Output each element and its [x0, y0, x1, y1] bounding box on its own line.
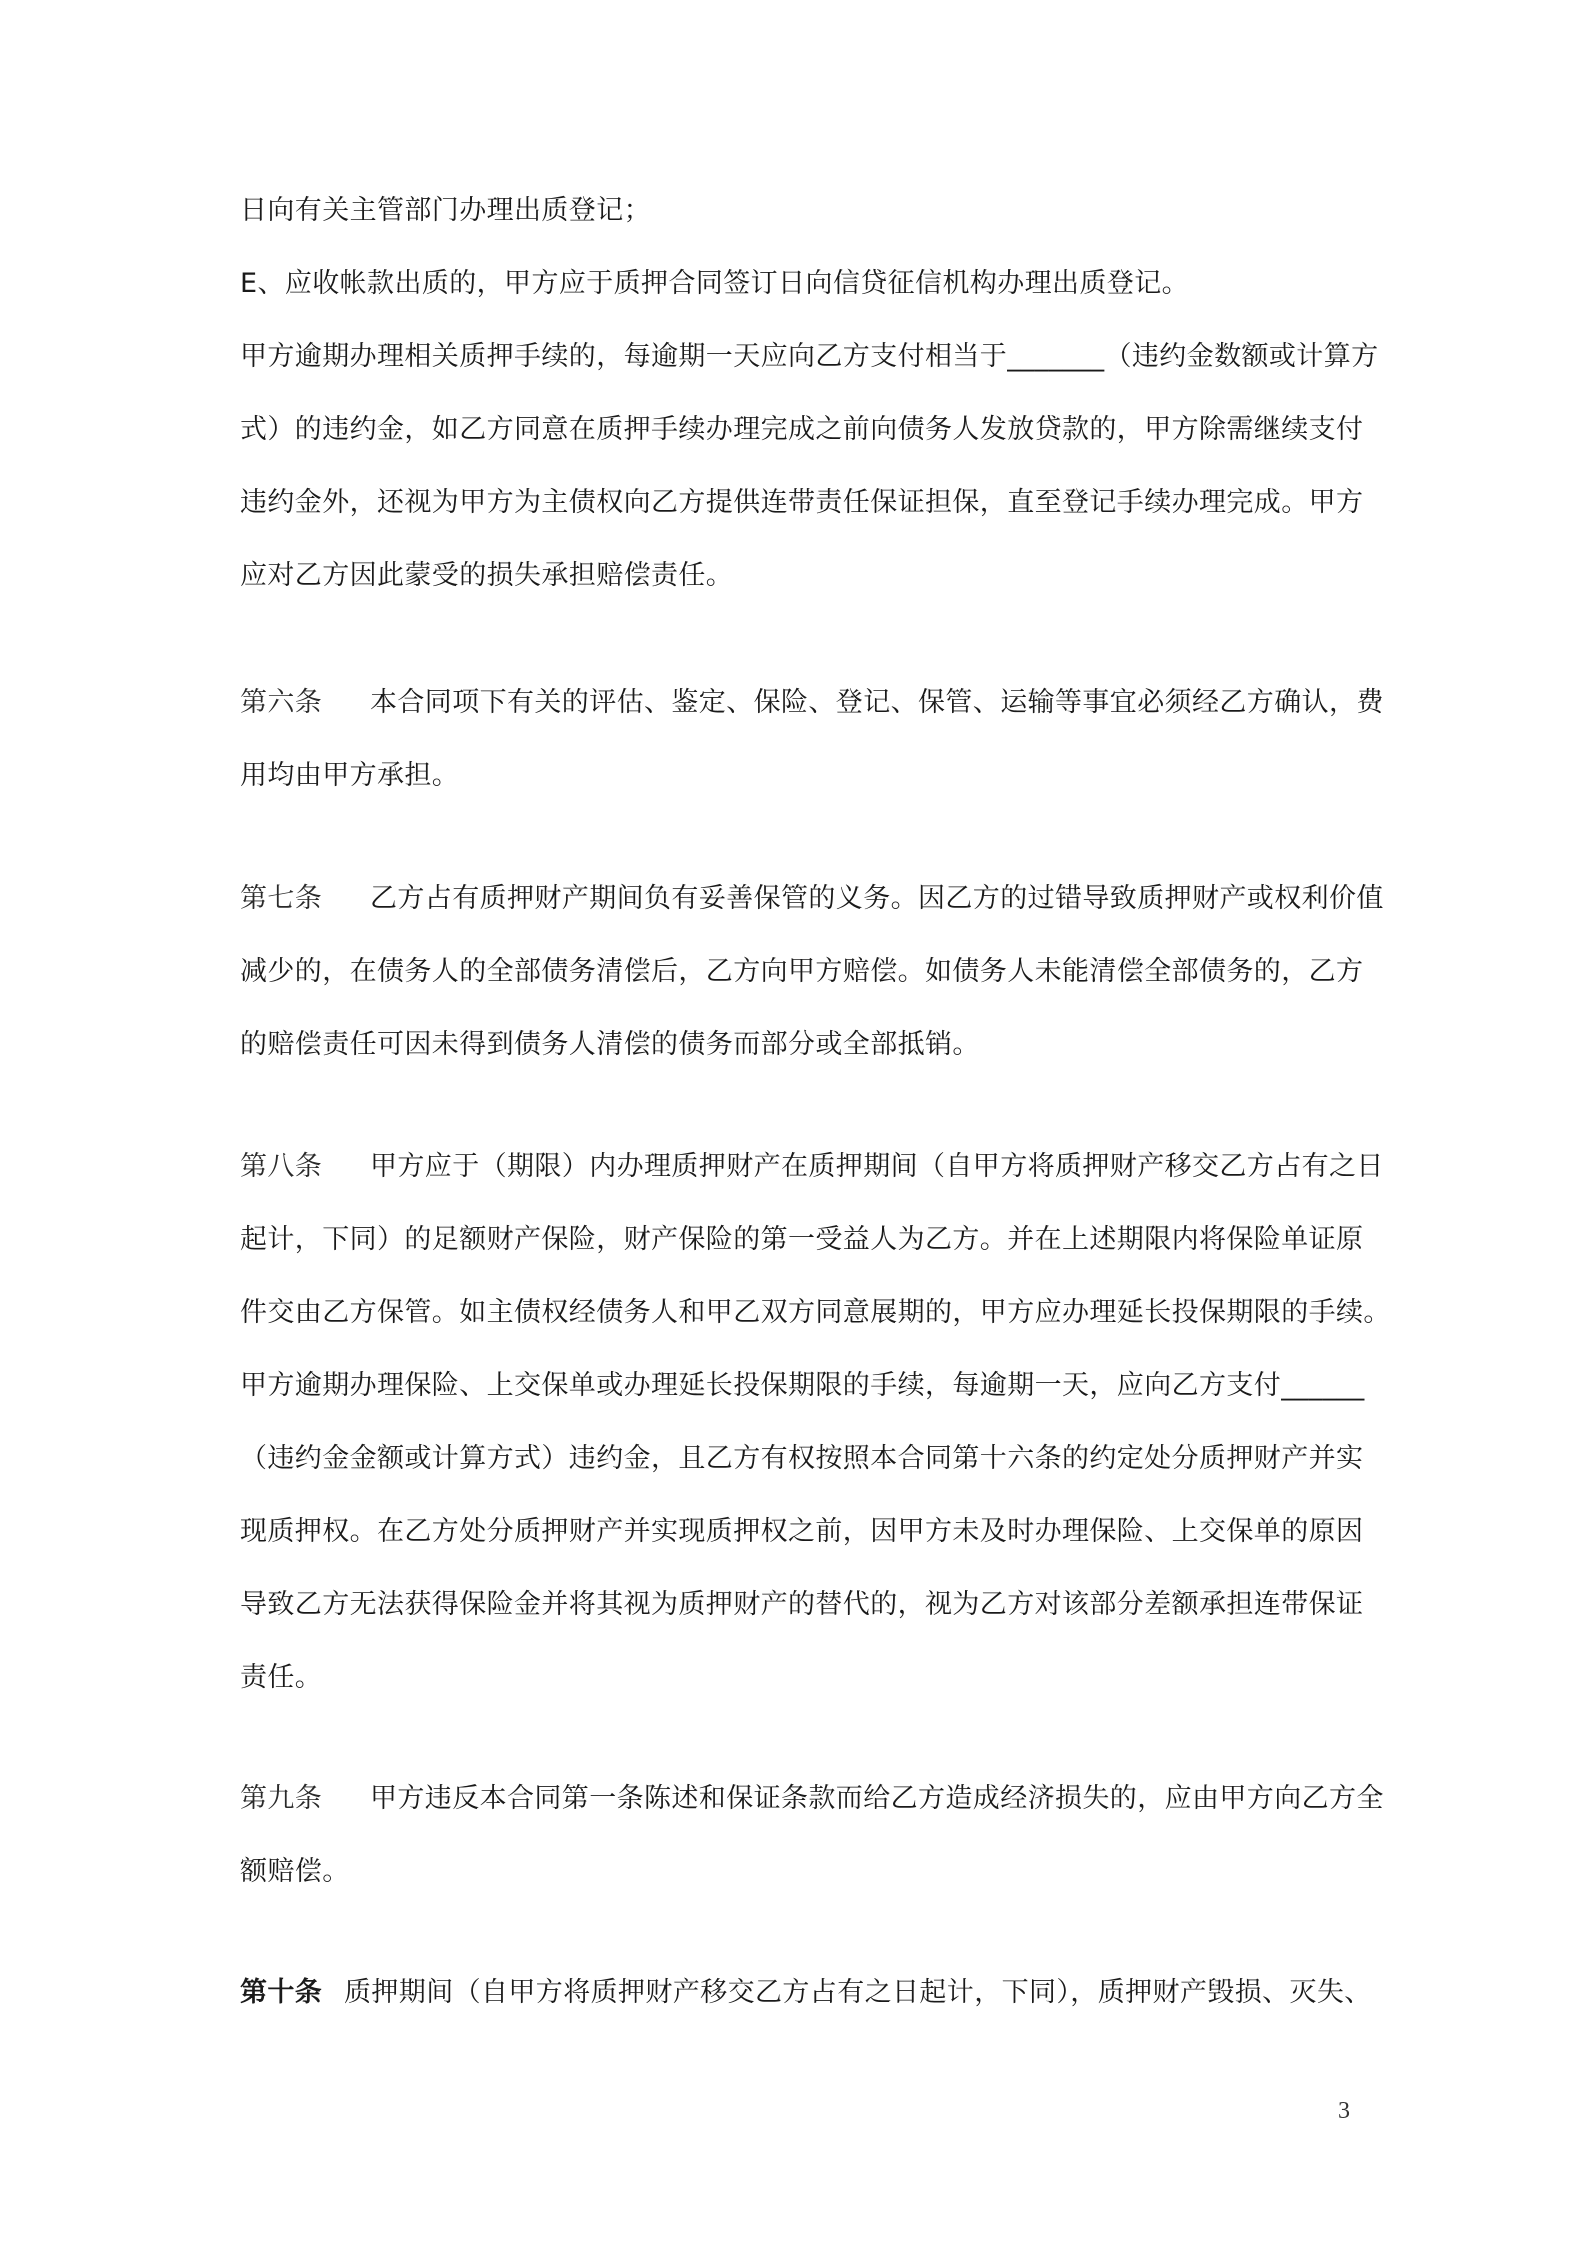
article-8: [240, 1130, 1391, 1714]
text-line: 额赔偿。: [240, 1856, 350, 1887]
article-9: [240, 1762, 1384, 1908]
text-line: 起计，下同）的足额财产保险，财产保险的第一受益人为乙方。并在上述期限内将保险单证原: [240, 1224, 1364, 1255]
article-label: 第十条: [240, 1977, 323, 2008]
text-line: 式）的违约金，如乙方同意在质押手续办理完成之前向债务人发放贷款的，甲方除需继续支付: [240, 414, 1364, 445]
page-number: 3: [1338, 2098, 1350, 2124]
text-line: 应对乙方因此蒙受的损失承担赔偿责任。: [240, 560, 734, 591]
text-line: （违约金金额或计算方式）违约金，且乙方有权按照本合同第十六条的约定处分质押财产并实: [240, 1443, 1364, 1474]
article-10: [240, 1956, 1372, 2029]
article-first-line: [240, 862, 1384, 935]
text-line: E、应收帐款出质的，甲方应于质押合同签订日向信贷征信机构办理出质登记。: [240, 268, 1190, 299]
paragraph-pledge-registration: [240, 174, 1379, 612]
text-line: 导致乙方无法获得保险金并将其视为质押财产的替代的，视为乙方对该部分差额承担连带保证: [240, 1589, 1364, 1620]
article-text: 乙方占有质押财产期间负有妥善保管的义务。因乙方的过错导致质押财产或权利价值: [370, 883, 1384, 914]
article-6: [240, 666, 1384, 812]
text-line: 违约金外，还视为甲方为主债权向乙方提供连带责任保证担保，直至登记手续办理完成。甲方: [240, 487, 1364, 518]
text-line: 的赔偿责任可因未得到债务人清偿的债务而部分或全部抵销。: [240, 1029, 980, 1060]
text-line: 现质押权。在乙方处分质押财产并实现质押权之前，因甲方未及时办理保险、上交保单的原因: [240, 1516, 1364, 1547]
article-text: 甲方应于（期限）内办理质押财产在质押期间（自甲方将质押财产移交乙方占有之日: [370, 1151, 1384, 1182]
text-line: 用均由甲方承担。: [240, 760, 460, 791]
article-label: 第九条: [240, 1783, 323, 1814]
article-label: 第六条: [240, 687, 323, 718]
article-first-line: [240, 1130, 1384, 1203]
article-text: 质押期间（自甲方将质押财产移交乙方占有之日起计，下同），质押财产毁损、灭失、: [344, 1977, 1372, 2008]
article-text: 本合同项下有关的评估、鉴定、保险、登记、保管、运输等事宜必须经乙方确认，费: [370, 687, 1384, 718]
article-label: 第八条: [240, 1151, 323, 1182]
article-7: [240, 862, 1384, 1081]
article-first-line: [240, 1762, 1384, 1835]
text-line: 责任。: [240, 1662, 323, 1693]
article-first-line: [240, 1956, 1372, 2029]
text-line: 件交由乙方保管。如主债权经债务人和甲乙双方同意展期的，甲方应办理延长投保期限的手续。: [240, 1297, 1391, 1328]
article-label: 第七条: [240, 883, 323, 914]
text-line: 甲方逾期办理保险、上交保单或办理延长投保期限的手续，每逾期一天，应向乙方支付______: [240, 1370, 1365, 1401]
article-first-line: [240, 666, 1384, 739]
text-line: 甲方逾期办理相关质押手续的，每逾期一天应向乙方支付相当于_______（违约金数额或计算方: [240, 341, 1379, 372]
text-line: 减少的，在债务人的全部债务清偿后，乙方向甲方赔偿。如债务人未能清偿全部债务的，乙方: [240, 956, 1364, 987]
article-text: 甲方违反本合同第一条陈述和保证条款而给乙方造成经济损失的，应由甲方向乙方全: [370, 1783, 1384, 1814]
text-line: 日向有关主管部门办理出质登记；: [240, 195, 651, 226]
